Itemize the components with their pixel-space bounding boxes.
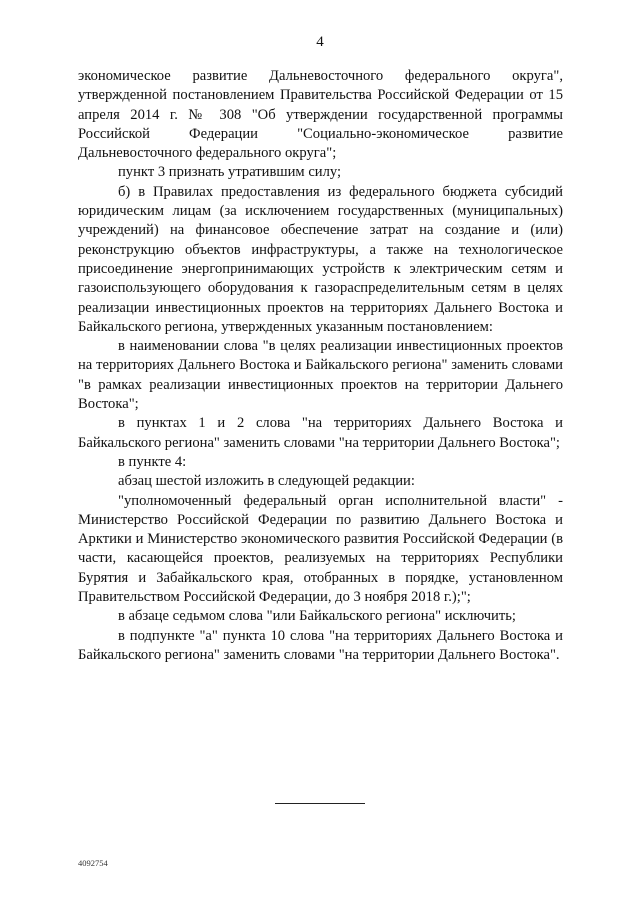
paragraph-subsidy-rules: б) в Правилах предоставления из федерального бюджета субсидий юридическим лицам (за исключением государственных (муниципальных) учреждений) на финансовое обеспечение затрат на создание и (или) реконструкцию объектов инфраструктуры, а также на технологическое присоединение энергопринимающих устройств к электрическим сетям и газоиспользующего оборудования к газораспределительным сетям в целях реализации инвестиционных проектов на территориях Дальнего Востока и Байкальского региона, утвержденных указанным постановлением: (78, 183, 563, 335)
paragraph-item-4: в пункте 4: (118, 453, 187, 470)
paragraph-items-1-2-change: в пунктах 1 и 2 слова "на территориях Дальнего Востока и Байкальского региона" заменить словами "на территории Дальнего Востока"; (78, 415, 563, 451)
end-separator-line (275, 803, 365, 804)
paragraph-item-3-repealed: пункт 3 признать утратившим силу; (118, 164, 342, 181)
document-body (78, 67, 563, 665)
paragraph-title-change: в наименовании слова "в целях реализации инвестиционных проектов на территориях Дальнего Востока и Байкальского региона" заменить словами "в рамках реализации инвестиционных проектов на территории Дальнего Востока"; (78, 338, 563, 413)
paragraph-seventh-abstract: в абзаце седьмом слова "или Байкальского региона" исключить; (118, 608, 516, 625)
paragraph-sixth-abstract: абзац шестой изложить в следующей редакции: (118, 473, 415, 490)
paragraph-item-10-change: в подпункте "а" пункта 10 слова "на территориях Дальнего Востока и Байкальского региона" заменить словами "на территории Дальнего Востока". (78, 627, 563, 663)
page-number: 4 (316, 34, 324, 50)
document-code: 4092754 (78, 858, 108, 868)
paragraph-continuation: экономическое развитие Дальневосточного федерального округа", утвержденной постановлением Правительства Российской Федерации от 15 апреля 2014 г. № 308 "Об утверждении государственной программы Российской Федерации "Социально-экономическое развитие Дальневосточного федерального округа"; (78, 68, 563, 162)
paragraph-authorized-body: "уполномоченный федеральный орган исполнительной власти" - Министерство Российской Федерации по развитию Дальнего Востока и Арктики и Министерство экономического развития Российской Федерации (в части, касающейся проектов, реализуемых на территориях Республики Бурятия и Забайкальского края, отобранных в порядке, установленном Правительством Российской Федерации, до 3 ноября 2018 г.);"; (78, 492, 563, 606)
